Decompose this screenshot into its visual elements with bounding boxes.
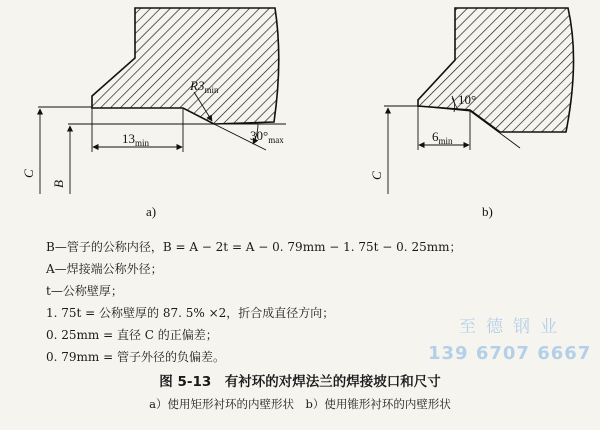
- sublabel-b: b): [482, 204, 493, 219]
- legend-line-175t: 1. 75t = 公称壁厚的 87. 5% ×2，折合成直径方向；: [46, 306, 335, 320]
- watermark-company: 至德钢业: [459, 317, 567, 337]
- watermark-phone: 139 6707 6667: [428, 343, 592, 364]
- b-label-a: B: [51, 180, 66, 188]
- c-label-b: C: [369, 171, 384, 180]
- legend-line-b: B—管子的公称内径，B = A − 2t = A − 0. 79mm − 1. 75t − 0. 25mm；: [46, 240, 462, 254]
- dim6-label: $6_{min}$: [432, 129, 453, 146]
- legend: [46, 236, 566, 368]
- figure-caption: 图 5-13 有衬环的对焊法兰的焊接坡口和尺寸: [159, 374, 441, 390]
- dim13-label: $13_{min}$: [122, 131, 150, 148]
- legend-line-025: 0. 25mm = 直径 C 的正偏差；: [46, 328, 218, 342]
- angle-10-label: 10°: [458, 92, 477, 107]
- r3-label: $R3_{min}$: [190, 78, 219, 95]
- figure-subcaption: a）使用矩形衬环的内壁形状 b）使用锥形衬环的内壁形状: [149, 397, 451, 411]
- figure-a: [21, 8, 286, 219]
- figure-b: [369, 8, 574, 219]
- legend-line-a: A—焊接端公称外径；: [46, 262, 163, 276]
- flange-section-a: [92, 8, 279, 124]
- sublabel-a: a): [146, 204, 157, 219]
- legend-line-t: t—公称壁厚；: [46, 284, 123, 298]
- legend-line-079: 0. 79mm = 管子外径的负偏差。: [46, 350, 225, 364]
- angle-30-label: $30^\circ_{max}$: [250, 128, 284, 145]
- flange-section-b: [418, 8, 574, 132]
- c-label-a: C: [21, 169, 36, 178]
